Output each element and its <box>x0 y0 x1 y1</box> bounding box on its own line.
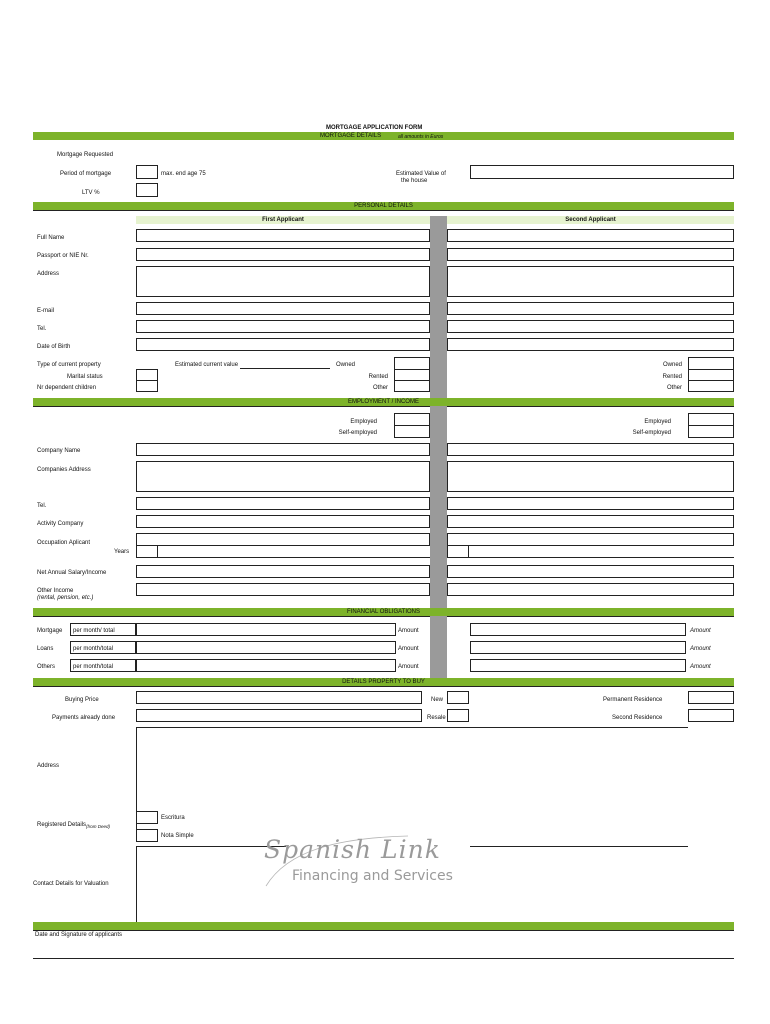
company-tel-field-2[interactable] <box>447 497 734 510</box>
occupation-field-1[interactable] <box>136 533 430 546</box>
passport-label: Passport or NIE Nr. <box>37 253 89 259</box>
estimated-current-value-line <box>240 368 330 369</box>
period-field[interactable] <box>136 165 158 179</box>
others-amount-label-2: Amount <box>690 664 711 670</box>
ltv-label: LTV % <box>82 190 100 196</box>
activity-company-field-1[interactable] <box>136 515 430 528</box>
email-label: E-mail <box>37 308 55 314</box>
permanent-residence-label: Permanent Residence <box>603 697 663 703</box>
tel-label: Tel. <box>37 326 47 332</box>
owned-label-2: Owned <box>662 362 682 368</box>
second-residence-label: Second Residence <box>612 715 663 721</box>
rented-label-2: Rented <box>662 374 682 380</box>
company-tel-label: Tel. <box>37 503 47 509</box>
estimated-value-field[interactable] <box>470 165 734 179</box>
signature-section-bar <box>33 922 734 930</box>
company-name-field-1[interactable] <box>136 443 430 456</box>
date-signature-label: Date and Signature of applicants <box>35 932 123 938</box>
loans-amount-field-2[interactable] <box>470 641 686 654</box>
property-section-title: DETAILS PROPERTY TO BUY <box>342 679 425 685</box>
second-residence-checkbox[interactable] <box>688 709 734 722</box>
others-period-label: per month/total <box>73 664 114 670</box>
occupation-field-2[interactable] <box>447 533 734 546</box>
dependent-children-field[interactable] <box>136 380 158 392</box>
mortgage-amount-label-2: Amount <box>690 628 711 634</box>
tel-field-1[interactable] <box>136 320 430 333</box>
companies-address-field-1[interactable] <box>136 461 430 492</box>
other-label-2: Other <box>666 385 682 391</box>
signature-area[interactable] <box>33 940 734 958</box>
marital-status-label: Marital status <box>67 374 103 380</box>
mortgage-section-title: MORTGAGE DETAILS <box>320 133 382 139</box>
years-underline-2 <box>469 557 734 558</box>
other-checkbox-2[interactable] <box>688 380 734 392</box>
payments-done-label: Payments already done <box>52 715 116 721</box>
contact-valuation-line-right <box>470 846 688 847</box>
applicant-divider-employment <box>430 406 447 608</box>
signature-top-line <box>33 930 734 931</box>
form-title: MORTGAGE APPLICATION FORM <box>326 125 423 131</box>
applicant-divider-financial <box>430 616 447 678</box>
loans-period-label: per month/total <box>73 646 114 652</box>
property-address-label: Address <box>37 763 60 769</box>
employment-underline <box>33 406 734 407</box>
mortgage-row-label: Mortgage <box>37 628 63 634</box>
activity-company-label: Activity Company <box>37 521 84 527</box>
address-field-1[interactable] <box>136 266 430 297</box>
passport-field-2[interactable] <box>447 248 734 261</box>
address-field-2[interactable] <box>447 266 734 297</box>
contact-valuation-label: Contact Details for Valuation <box>33 881 109 887</box>
personal-underline <box>33 210 734 211</box>
companies-address-field-2[interactable] <box>447 461 734 492</box>
mortgage-amount-field-1[interactable] <box>136 623 396 636</box>
applicant-divider-personal <box>430 216 447 398</box>
others-amount-field-2[interactable] <box>470 659 686 672</box>
estimated-current-value-label: Estimated current value <box>175 362 239 368</box>
mortgage-requested-label: Mortgage Requested <box>57 152 114 158</box>
new-checkbox[interactable] <box>447 691 469 704</box>
personal-section-title: PERSONAL DETAILS <box>354 203 413 209</box>
escritura-label: Escritura <box>161 815 185 821</box>
company-tel-field-1[interactable] <box>136 497 430 510</box>
others-row-label: Others <box>37 664 56 670</box>
property-address-area[interactable] <box>136 727 688 805</box>
payments-done-field[interactable] <box>136 709 422 722</box>
rented-label-1: Rented <box>368 374 388 380</box>
period-label: Period of mortgage <box>60 171 112 177</box>
employed-label-2: Employed <box>644 419 671 425</box>
registered-details-label: Registered Details <box>37 822 87 828</box>
email-field-2[interactable] <box>447 302 734 315</box>
email-field-1[interactable] <box>136 302 430 315</box>
dob-field-2[interactable] <box>447 338 734 351</box>
loans-amount-field-1[interactable] <box>136 641 396 654</box>
passport-field-1[interactable] <box>136 248 430 261</box>
nota-simple-label: Nota Simple <box>161 833 194 839</box>
other-income-field-2[interactable] <box>447 583 734 596</box>
max-age-note: max. end age 75 <box>161 171 206 177</box>
occupation-label: Occupation Aplicant <box>37 540 91 546</box>
years-field-2[interactable] <box>447 545 469 558</box>
dob-label: Date of Birth <box>37 344 71 350</box>
estimated-value-label-1: Estimated Value of <box>396 171 446 177</box>
full-name-field-2[interactable] <box>447 229 734 242</box>
second-applicant-header: Second Applicant <box>447 216 734 224</box>
other-label-1: Other <box>372 385 388 391</box>
resale-checkbox[interactable] <box>447 709 469 722</box>
companies-address-label: Companies Address <box>37 467 91 473</box>
estimated-value-label-2: the house <box>401 178 428 184</box>
self-employed-label-2: Self-employed <box>632 430 671 436</box>
salary-field-1[interactable] <box>136 565 430 578</box>
years-underline-1 <box>158 557 430 558</box>
logo-subtitle-text: Financing and Services <box>292 868 453 884</box>
address-label: Address <box>37 271 60 277</box>
resale-label: Resale <box>427 715 446 721</box>
salary-field-2[interactable] <box>447 565 734 578</box>
mortgage-period-label: per month/ total <box>73 628 115 634</box>
self-employed-checkbox-1[interactable] <box>394 425 430 438</box>
other-checkbox-1[interactable] <box>394 380 430 392</box>
company-name-field-2[interactable] <box>447 443 734 456</box>
salary-label: Net Annual Salary/Income <box>37 570 107 576</box>
activity-company-field-2[interactable] <box>447 515 734 528</box>
dob-field-1[interactable] <box>136 338 430 351</box>
others-amount-field-1[interactable] <box>136 659 396 672</box>
full-name-field-1[interactable] <box>136 229 430 242</box>
loans-row-label: Loans <box>37 646 54 652</box>
ltv-field[interactable] <box>136 183 158 197</box>
loans-amount-label-2: Amount <box>690 646 711 652</box>
employed-label-1: Employed <box>350 419 377 425</box>
registered-details-note: (from Deed) <box>86 824 111 829</box>
permanent-residence-checkbox[interactable] <box>688 691 734 704</box>
buying-price-label: Buying Price <box>65 697 99 703</box>
mortgage-amount-label-1: Amount <box>398 628 419 634</box>
type-property-label: Type of current property <box>37 362 101 368</box>
owned-label-1: Owned <box>336 362 356 368</box>
dependent-children-label: Nr dependent children <box>37 385 97 391</box>
other-income-field-1[interactable] <box>136 583 430 596</box>
first-applicant-header: First Applicant <box>136 216 430 224</box>
logo-script-text: Spanish Link <box>264 835 441 864</box>
amounts-note: all amounts in Euros <box>398 134 444 140</box>
nota-simple-checkbox[interactable] <box>136 829 158 842</box>
self-employed-label-1: Self-employed <box>338 430 377 436</box>
signature-bottom-line <box>33 958 734 959</box>
years-field-1[interactable] <box>136 545 158 558</box>
years-label: Years <box>114 549 130 555</box>
tel-field-2[interactable] <box>447 320 734 333</box>
financial-section-title: FINANCIAL OBLIGATIONS <box>346 609 420 615</box>
full-name-label: Full Name <box>37 235 65 241</box>
other-income-label: Other Income <box>37 588 74 594</box>
employment-section-title: EMPLOYMENT / INCOME <box>348 399 419 405</box>
other-income-note: (rental, pension, etc.) <box>37 595 94 601</box>
mortgage-amount-field-2[interactable] <box>470 623 686 636</box>
mortgage-section-bar <box>33 132 734 140</box>
self-employed-checkbox-2[interactable] <box>688 425 734 438</box>
company-name-label: Company Name <box>37 448 81 454</box>
financial-underline <box>33 616 734 617</box>
loans-amount-label-1: Amount <box>398 646 419 652</box>
escritura-checkbox[interactable] <box>136 811 158 824</box>
buying-price-field[interactable] <box>136 691 422 704</box>
spanish-link-logo <box>258 830 473 890</box>
others-amount-label-1: Amount <box>398 664 419 670</box>
property-underline <box>33 686 734 687</box>
new-label: New <box>431 697 444 703</box>
